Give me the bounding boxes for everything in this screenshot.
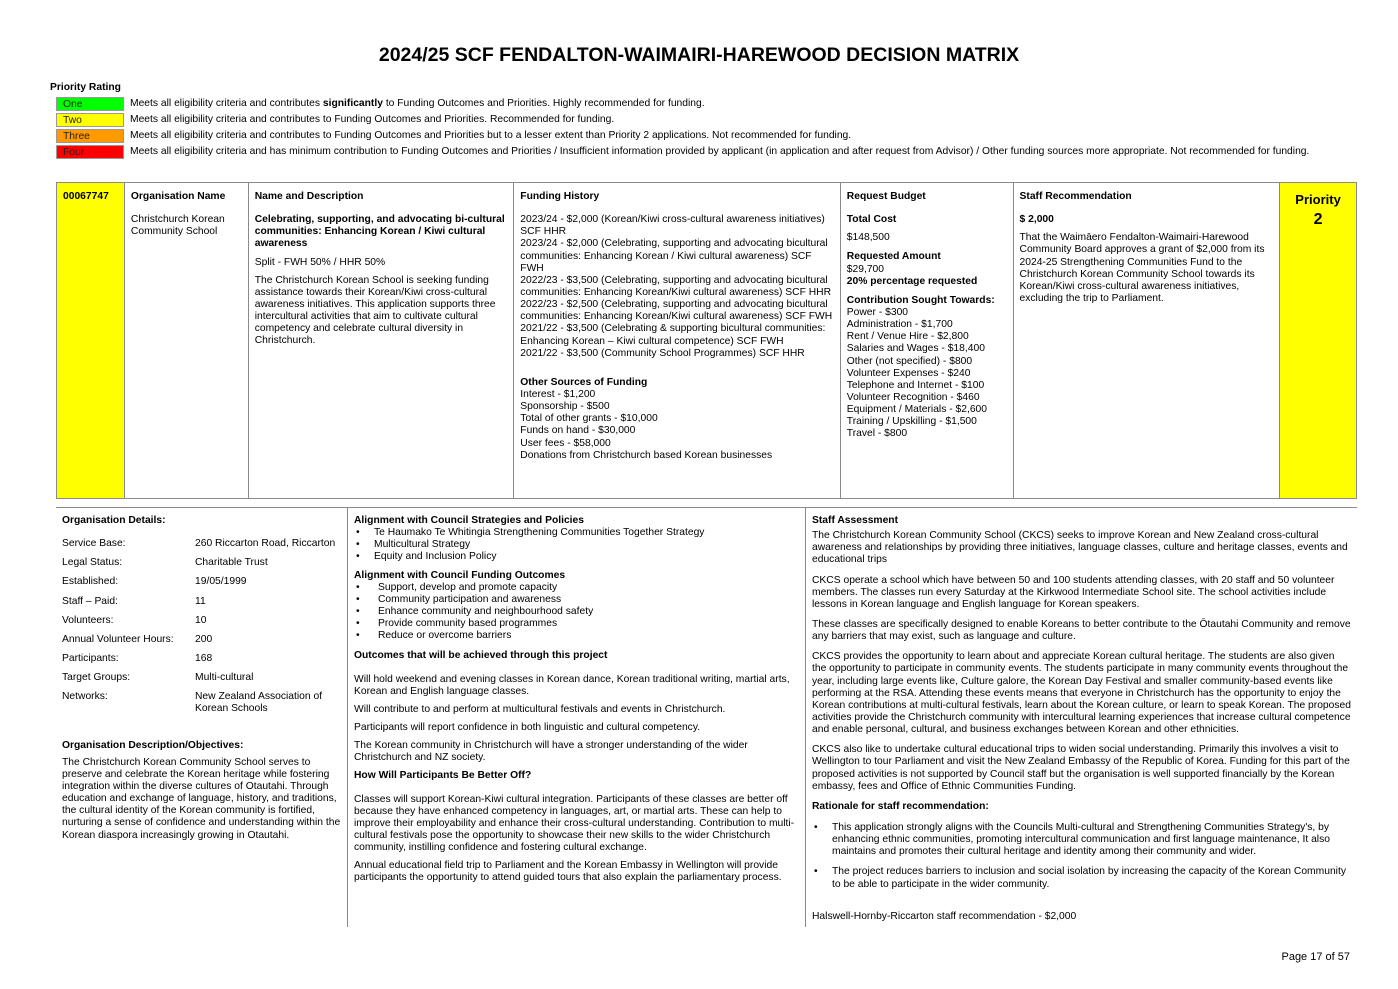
- other-sources-header: Other Sources of Funding: [520, 376, 648, 388]
- detail-value: 260 Riccarton Road, Riccarton: [195, 538, 336, 550]
- priority-label: Priority: [1295, 192, 1341, 207]
- swatch-one: One: [56, 97, 124, 111]
- funding-history-item: 2022/23 - $2,500 (Celebrating, supporting and advocating bicultural communities: Enhancing Korean/Kiwi cultural awareness) SCF FWH: [520, 299, 833, 323]
- legend-row-one: [56, 97, 1326, 111]
- better-off-text: Classes will support Korean-Kiwi cultural integration. Participants of these classes are better off because they have enhanced competency in languages, art, or martial arts. These can help to improve their employability and enhance their cross-cultural understanding. Contribution to multi-cultural festivals pose the opportunity to showcase their new skills to the wider Christchurch community, instilling confidence and fostering cultural exchange.: [354, 793, 795, 854]
- decision-matrix: [56, 182, 1357, 499]
- priority-legend: [56, 97, 1326, 161]
- detail-label: Established:: [62, 576, 119, 588]
- other-source-item: User fees - $58,000: [520, 437, 611, 449]
- org-description-header: Organisation Description/Objectives:: [62, 739, 244, 751]
- application-id: 00067747: [63, 191, 109, 202]
- contribution-item: Training / Upskilling - $1,500: [846, 416, 977, 428]
- rationale-item: • The project reduces barriers to inclusion and social isolation by increasing the capacity of the Korean Community to be able to participate in the wider community.: [812, 866, 1351, 890]
- detail-row: [62, 615, 341, 627]
- staff-rec-header: Staff Recommendation: [1019, 191, 1132, 202]
- assessment-paragraph: These classes are specifically designed to enable Koreans to better contribute to the Ōtautahi Community and remove any barriers that may exist, such as language and culture.: [812, 618, 1351, 643]
- halswell-note: Halswell-Hornby-Riccarton staff recommendation - $2,000: [812, 911, 1077, 922]
- swatch-four: Four: [56, 145, 124, 159]
- detail-row: [62, 557, 341, 569]
- project-outcome-text: Participants will report confidence in both linguistic and cultural competency.: [354, 721, 701, 733]
- detail-row: [62, 672, 341, 684]
- project-outcome-text: The Korean community in Christchurch will have a stronger understanding of the wider Christchurch and NZ society.: [354, 740, 748, 764]
- strategies-list: [354, 527, 799, 563]
- priority-rating-title: Priority Rating: [50, 82, 121, 93]
- page-number: Page 17 of 57: [1281, 951, 1350, 963]
- outcome-item: • Reduce or overcome barriers: [354, 630, 799, 642]
- detail-value: 10: [195, 614, 207, 626]
- detail-label: Legal Status:: [62, 557, 123, 569]
- detail-row: [62, 634, 341, 646]
- alignment-column: [348, 508, 806, 927]
- detail-label: Service Base:: [62, 538, 126, 550]
- contribution-item: Other (not specified) - $800: [846, 355, 973, 367]
- strategy-item: • Multicultural Strategy: [354, 539, 799, 551]
- detail-row: [62, 653, 341, 665]
- strategy-item: • Te Haumako Te Whitingia Strengthening Communities Together Strategy: [354, 527, 799, 539]
- total-cost-label: Total Cost: [846, 214, 897, 226]
- detail-label: Annual Volunteer Hours:: [62, 633, 174, 645]
- detail-row: [62, 596, 341, 608]
- legend-text-three: Meets all eligibility criteria and contributes to Funding Outcomes and Priorities but to a lesser extent than Priority 2 applications. Not recommended for funding.: [130, 130, 852, 141]
- assessment-paragraph: CKCS also like to undertake cultural educational trips to widen social understanding. Primarily this involves a visit to Wellington to tour Parliament and visit the New Zealand Embassy of the Republic of Korea. Funding for this part of the proposed activities is not supported by Council staff but the organisation is well supported financially by the Korean embassy, fees and Office of Ethnic Communities Funding.: [812, 744, 1350, 792]
- outcomes-list: [354, 582, 799, 643]
- detail-value: 168: [195, 652, 213, 664]
- outcome-item: • Enhance community and neighbourhood safety: [354, 606, 799, 618]
- swatch-three: Three: [56, 129, 124, 143]
- legend-text-one: Meets all eligibility criteria and contributes significantly to Funding Outcomes and Priorities. Highly recommended for funding.: [130, 98, 705, 109]
- staff-rec-text: That the Waimāero Fendalton-Waimairi-Harewood Community Board approves a grant of $2,000 from its 2024-25 Strengthening Communities Fund to the Christchurch Korean Community School towards its Korean/Kiwi cross-cultural awareness initiatives, excluding the trip to Parliament.: [1019, 232, 1265, 304]
- org-description-text: The Christchurch Korean Community School serves to preserve and celebrate the Korean heritage while fostering integration within the diverse cultures of Otautahi. Through education and exchange of language, history, and traditions, the cultural identity of the Korean community is fortified, nurturing a sense of confidence and understanding within the Korean diaspora increasingly growing in Otautahi.: [62, 756, 341, 841]
- request-budget-cell: [841, 183, 1014, 498]
- page-title: 2024/25 SCF FENDALTON-WAIMAIRI-HAREWOOD DECISION MATRIX: [378, 44, 1020, 66]
- requested-amount-label: Requested Amount: [846, 251, 941, 263]
- contribution-label: Contribution Sought Towards:: [846, 294, 995, 306]
- legend-text-two: Meets all eligibility criteria and contributes to Funding Outcomes and Priorities. Recommended for funding.: [130, 114, 615, 125]
- staff-assessment-column: [806, 508, 1357, 927]
- total-cost-value: $148,500: [846, 232, 890, 244]
- contribution-item: Power - $300: [846, 306, 909, 318]
- funding-history-item: 2021/22 - $3,500 (Community School Programmes) SCF HHR: [520, 347, 805, 359]
- desc-header: Name and Description: [254, 191, 364, 202]
- funding-history-cell: [514, 183, 840, 498]
- outcome-item: • Support, develop and promote capacity: [354, 582, 799, 594]
- org-details-header: Organisation Details:: [62, 515, 166, 526]
- project-outcome-text: Will contribute to and perform at multicultural festivals and events in Christchurch.: [354, 703, 726, 715]
- budget-header: Request Budget: [846, 191, 926, 202]
- other-source-item: Total of other grants - $10,000: [520, 413, 658, 425]
- requested-percentage: 20% percentage requested: [846, 275, 978, 287]
- funding-history-item: 2023/24 - $2,000 (Korean/Kiwi cross-cultural awareness initiatives) SCF HHR: [520, 214, 825, 238]
- legend-row-four: [56, 145, 1326, 159]
- other-source-item: Donations from Christchurch based Korean businesses: [520, 449, 773, 461]
- contribution-item: Administration - $1,700: [846, 319, 953, 331]
- project-outcomes-header: Outcomes that will be achieved through this project: [354, 650, 608, 662]
- detail-label: Target Groups:: [62, 672, 131, 684]
- staff-rec-amount: $ 2,000: [1019, 214, 1054, 226]
- funding-history-item: 2023/24 - $2,000 (Celebrating, supporting and advocating bicultural communities: Enhancing Korean / Kiwi cultural awareness) SCF FWH: [520, 238, 828, 274]
- funding-history-list: [520, 214, 833, 360]
- legend-row-two: [56, 113, 1326, 127]
- outcomes-header: Alignment with Council Funding Outcomes: [354, 569, 566, 581]
- legend-row-three: [56, 129, 1326, 143]
- detail-value: Multi-cultural: [195, 672, 254, 684]
- contribution-item: Rent / Venue Hire - $2,800: [846, 331, 969, 343]
- detail-value: 11: [195, 595, 206, 607]
- detail-row: [62, 538, 341, 550]
- contribution-item: Volunteer Recognition - $460: [846, 391, 980, 403]
- outcome-item: • Community participation and awareness: [354, 594, 799, 606]
- project-description: The Christchurch Korean School is seeking funding assistance towards their Korean/Kiwi cross-cultural awareness initiatives. This application supports three intercultural activities that aim to cultivate cultural competency and celebrate cultural diversity in Christchurch.: [254, 274, 496, 347]
- detail-label: Networks:: [62, 691, 108, 703]
- project-outcome-text: Will hold weekend and evening classes in Korean dance, Korean traditional writing, martial arts, Korean and English language classes.: [354, 673, 790, 697]
- organisation-details-column: [56, 508, 348, 927]
- rationale-header: Rationale for staff recommendation:: [812, 800, 989, 812]
- rationale-item: • This application strongly aligns with the Councils Multi-cultural and Strengthening Communities Strategy's, by enhancing ethnic communities, promoting intercultural communication and first language maintenance, It also maintains and promotes their cultural heritage and identity among their community and wider.: [812, 822, 1351, 858]
- outcome-item: • Provide community based programmes: [354, 618, 799, 630]
- better-off-header: How Will Participants Be Better Off?: [354, 770, 532, 782]
- contribution-item: Salaries and Wages - $18,400: [846, 343, 985, 355]
- other-source-item: Sponsorship - $500: [520, 401, 610, 413]
- other-source-item: Interest - $1,200: [520, 388, 596, 400]
- swatch-two: Two: [56, 113, 124, 127]
- contribution-list: [847, 307, 1007, 441]
- details-section: [56, 507, 1357, 927]
- application-id-cell: [57, 183, 125, 498]
- detail-value: 200: [195, 633, 213, 645]
- other-source-item: Funds on hand - $30,000: [520, 425, 636, 437]
- detail-row: [62, 576, 341, 588]
- strategy-item: • Equity and Inclusion Policy: [354, 551, 799, 563]
- split-text: Split - FWH 50% / HHR 50%: [254, 256, 386, 268]
- priority-cell: [1280, 183, 1356, 498]
- better-off-text: Annual educational field trip to Parliament and the Korean Embassy in Wellington will provide participants the opportunity to attend guided tours that also explain the parliamentary process.: [354, 860, 782, 884]
- requested-amount-value: $29,700: [846, 263, 885, 275]
- funding-history-item: 2021/22 - $3,500 (Celebrating & supporting bicultural communities: Enhancing Korean – Kiwi cultural competence) SCF FWH: [520, 323, 826, 347]
- priority-value: 2: [1313, 211, 1323, 229]
- assessment-paragraph: CKCS operate a school which have between 50 and 100 students attending classes, with 20 staff and 50 volunteer members. The classes run every Saturday at the Kirkwood Intermediate School site. The school activities include lessons in Korean language and English language for Korean speakers.: [812, 574, 1335, 610]
- rationale-list: [812, 822, 1351, 891]
- legend-text-four: Meets all eligibility criteria and has minimum contribution to Funding Outcomes and Priorities / Insufficient information provided by applicant (in application and after request from Advisor) / Other funding sources more appropriate. Not recommended for funding.: [130, 146, 1310, 157]
- other-sources-list: [520, 389, 833, 462]
- organisation-name-cell: [125, 183, 249, 498]
- detail-value: Charitable Trust: [195, 557, 268, 569]
- funding-header: Funding History: [520, 191, 600, 202]
- funding-history-item: 2022/23 - $3,500 (Celebrating, supporting and advocating bicultural communities: Enhancing Korean/Kiwi cultural awareness) SCF HHR: [520, 274, 832, 298]
- org-name: Christchurch Korean Community School: [130, 214, 225, 238]
- detail-value: New Zealand Association of Korean Schools: [195, 691, 323, 715]
- detail-row: [62, 691, 341, 715]
- staff-recommendation-cell: [1014, 183, 1281, 498]
- assessment-paragraph: The Christchurch Korean Community School (CKCS) seeks to improve Korean and New Zealand cross-cultural awareness and relationships by providing three initiatives, language classes, culture and heritage classes, events and educational trips: [812, 530, 1348, 566]
- detail-label: Participants:: [62, 652, 119, 664]
- org-name-header: Organisation Name: [130, 191, 226, 202]
- detail-value: 19/05/1999: [195, 576, 247, 588]
- detail-label: Staff – Paid:: [62, 595, 118, 607]
- contribution-item: Travel - $800: [846, 428, 908, 440]
- contribution-item: Telephone and Internet - $100: [846, 379, 985, 391]
- contribution-item: Equipment / Materials - $2,600: [846, 404, 988, 416]
- detail-label: Volunteers:: [62, 614, 114, 626]
- staff-assessment-header: Staff Assessment: [812, 515, 899, 526]
- name-description-cell: [249, 183, 515, 498]
- assessment-paragraph: CKCS provides the opportunity to learn about and appreciate Korean cultural heritage. The students are also given the opportunity to participate in community events. The students participate in many community events throughout the year, including large events like, Culture galore, the Korean Day Festival and smaller community-based events like performing at the RSA. Attending these events means that everyone in Christchurch has the opportunity to enjoy the Korean contributions at multi-cultural festivals, learn about the Korean culture, or learn to speak Korean. The proposed activities provide the Christchurch community with intercultural learning experiences that increase cultural competence and enable personal, cultural, and business exchanges between Korean and other ethnicities.: [812, 651, 1351, 736]
- strategies-header: Alignment with Council Strategies and Policies: [354, 515, 585, 526]
- project-name: Celebrating, supporting, and advocating bi-cultural communities: Enhancing Korean / Kiwi cultural awareness: [254, 214, 505, 250]
- contribution-item: Volunteer Expenses - $240: [846, 367, 971, 379]
